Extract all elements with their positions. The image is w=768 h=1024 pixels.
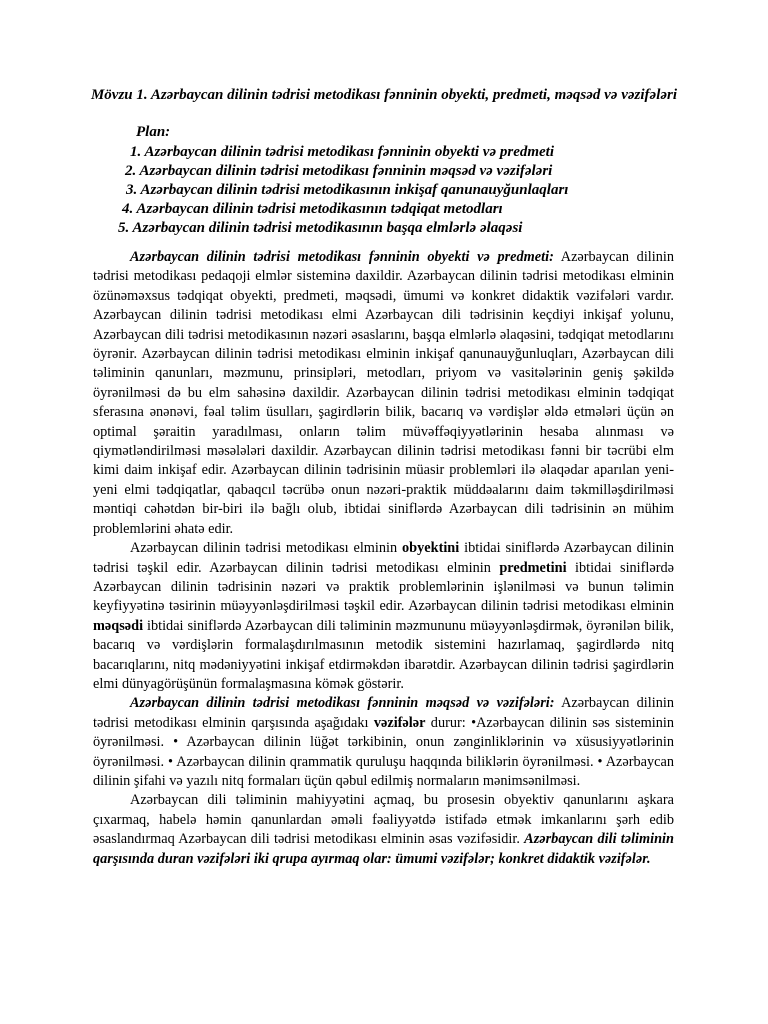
- body-text: [93, 248, 674, 869]
- plan-item: 1. Azərbaycan dilinin tədrisi metodikası fənninin obyekti və predmeti: [130, 144, 555, 160]
- paragraph-text: durur: •Azərbaycan dilinin səs sisteminin öyrənilməsi. • Azərbaycan dilinin lüğət tərkibinin, onun zənginliklərinin və xüsusiyyətlərinin öyrənilməsi. • Azərbaycan dilinin qrammatik quruluşu haqqında biliklərin öyrənilməsi. • Azərbaycan dilinin şifahi və yazılı nitq formaları üçün qəbul edilmiş normaların mənimsənilməsi.: [93, 714, 674, 789]
- paragraph-text: ibtidai siniflərdə Azərbaycan dili təliminin məzmununu müəyyənləşdirmək, öyrənilən bilik, bacarıq və vərdişlərin formalaşdırılmasının metodik sistemini hazırlamaq, şagirdlərdə nitq bacarıqlarını, nitq mədəniyyətini inkişaf etdirməkdən ibarətdir. Azərbaycan dilinin tədrisi şagirdlərin elmi dünyagörüşünün formalaşmasına kömək göstərir.: [93, 617, 674, 692]
- plan-item: 5. Azərbaycan dilinin tədrisi metodikasının başqa elmlərlə əlaqəsi: [118, 220, 523, 236]
- paragraph-text: Azərbaycan dili təliminin mahiyyətini açmaq, bu prosesin obyektiv qanunlarını aşkara çıxarmaq, habelə həmin qanunlardan əməli fəaliyyətdə istifadə etmək imkanlarını şərh edib əsaslandırmaq Azərbaycan dili tədrisi metodikası elminin əsas vəzifəsidir.: [93, 792, 674, 848]
- bold-term: predmetini: [499, 559, 567, 576]
- paragraph-text: ibtidai siniflərdə Azərbaycan dilinin tədrisinin nəzəri və praktik problemlərinin işlənilməsi və bunun təlimin keyfiyyətinə təsirinin müəyyənləşdirilməsi təşkil edir. Azərbaycan dilinin tədrisi metodikası elminin: [93, 559, 674, 615]
- bold-term: obyektini: [402, 540, 460, 557]
- paragraph-text: Azərbaycan dilinin tədrisi metodikası elminin: [130, 540, 403, 557]
- paragraph-text: Azərbaycan dilinin tədrisi metodikası elminin qarşısında aşağıdakı: [93, 695, 674, 731]
- paragraph: [93, 694, 674, 791]
- paragraph: [93, 791, 674, 869]
- paragraph: [93, 248, 674, 539]
- plan-item: 2. Azərbaycan dilinin tədrisi metodikası fənninin məqsəd və vəzifələri: [125, 163, 553, 179]
- bold-term: məqsədi: [93, 617, 144, 634]
- paragraph-text: ibtidai siniflərdə Azərbaycan dilinin tədrisi təşkil edir. Azərbaycan dilinin tədrisi metodikası elminin: [93, 540, 674, 576]
- paragraph-text: Azərbaycan dilinin tədrisi metodikası pedaqoji elmlər sisteminə daxildir. Azərbaycan dilinin tədrisi metodikası elminin özünəməxsus tədqiqat obyekti, predmeti, məqsədi, ümumi və konkret didaktik vəzifələri vardır. Azərbaycan dilinin tədrisi metodikası elmi Azərbaycan dili tədrisinin keçdiyi inkişaf yolunu, Azərbaycan dili tədrisi metodikasının nəzəri əsaslarını, başqa elmlərlə əlaqəsini, tədqiqat metodlarını öyrənir. Azərbaycan dilinin tədrisi metodikası elminin inkişaf qanunauyğunluqları, Azərbaycan dili təliminin qanunları, məzmunu, prinsipləri, metodları, priyom və vasitələrinin geniş şəkildə öyrənilməsi də bu elm sahəsinə daxildir. Azərbaycan dilinin tədrisi metodikası elminin tədqiqat sferasına ənənəvi, fəal təlim üsulları, şagirdlərin bilik, bacarıq və vərdişlər əldə etmələri üçün ən optimal şəraitin yaradılması, onların təlim müvəffəqiyyətlərinin hesaba alınması və qiymətləndirilməsi məsələləri daxildir. Azərbaycan dilinin tədrisi metodikası fənni bir təcrübi elm kimi daim inkişaf edir. Azərbaycan dilinin tədrisinin müasir problemləri ilə əlaqədar aparılan yeni-yeni elmi tədqiqatlar, qabaqcıl təcrübə onun nəzəri-praktik müddəalarını daim təkmilləşdirilməsi məntiqi cəhətdən bir-biri ilə bağlı olub, ibtidai siniflərdə Azərbaycan dili tədrisinin ən mühim problemlərini əhatə edir.: [93, 249, 675, 537]
- plan-item: 4. Azərbaycan dilinin tədrisi metodikasının tədqiqat metodları: [122, 201, 503, 217]
- document-title: Mövzu 1. Azərbaycan dilinin tədrisi metodikası fənninin obyekti, predmeti, məqsəd və vəzifələri: [90, 87, 678, 103]
- section-heading: Azərbaycan dilinin tədrisi metodikası fənninin məqsəd və vəzifələri:: [130, 695, 555, 712]
- emphasized-text: Azərbaycan dili təliminin qarşısında duran vəzifələri iki qrupa ayırmaq olar: ümumi vəzifələr; konkret didaktik vəzifələr.: [93, 831, 674, 867]
- plan-item: 3. Azərbaycan dilinin tədrisi metodikasının inkişaf qanunauyğunlaqları: [126, 182, 569, 198]
- plan-heading: Plan:: [136, 124, 171, 140]
- paragraph: [93, 539, 674, 694]
- bold-term: vəzifələr: [373, 714, 426, 731]
- section-heading: Azərbaycan dilinin tədrisi metodikası fənninin obyekti və predmeti:: [130, 249, 554, 265]
